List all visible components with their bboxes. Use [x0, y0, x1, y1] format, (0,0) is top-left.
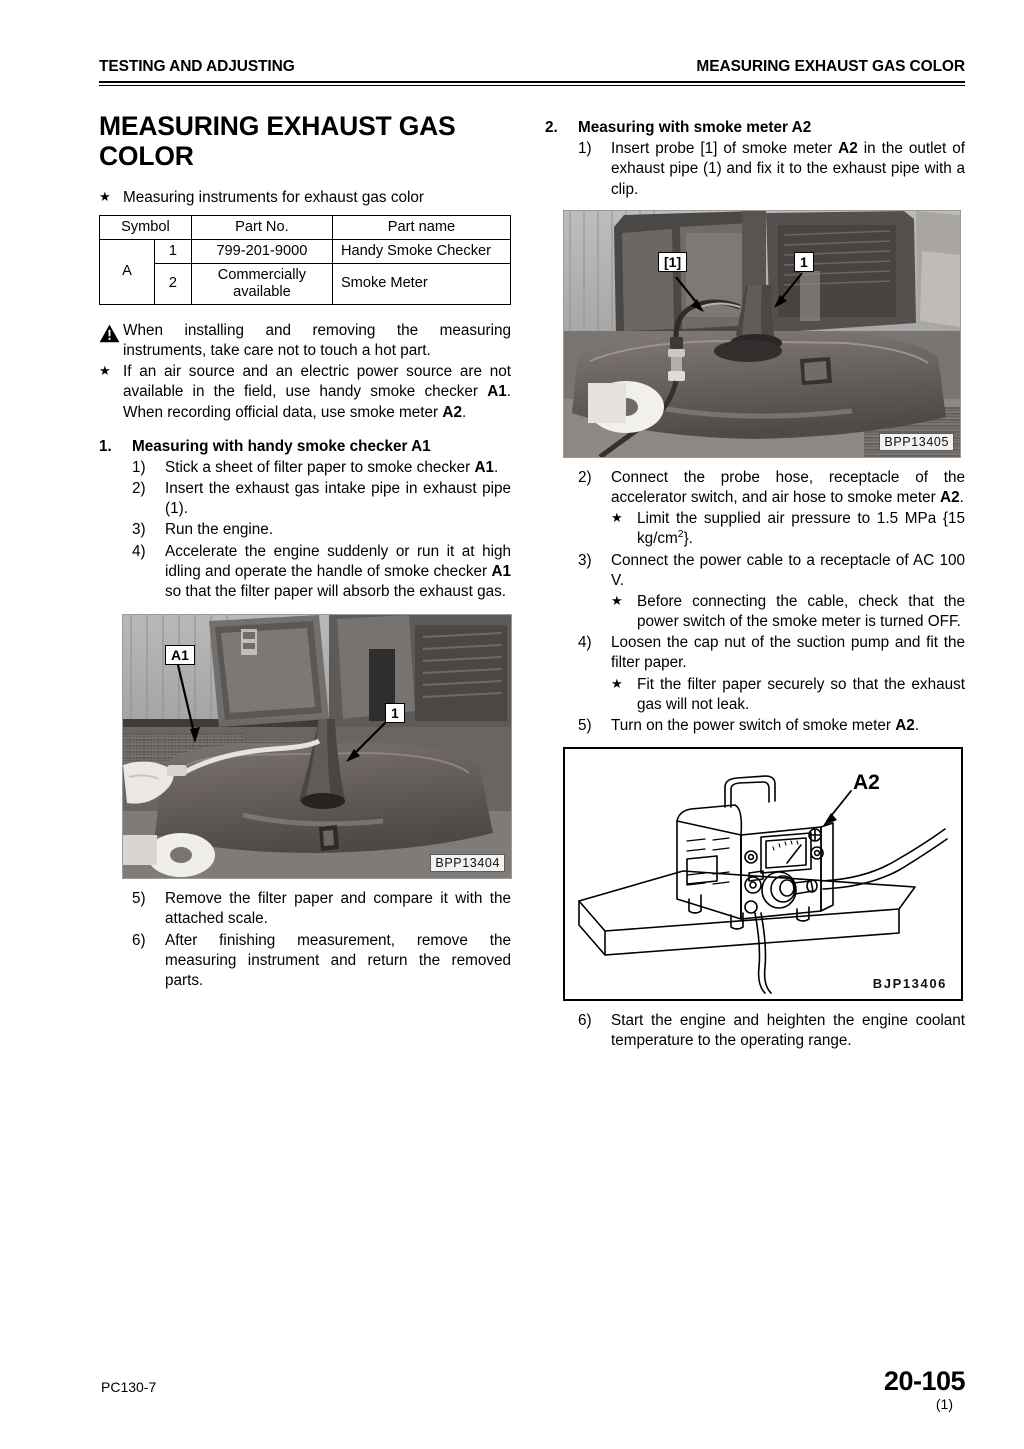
section-1-heading [99, 437, 511, 457]
section-2-step-6 [545, 1011, 965, 1051]
star-bullet-icon: ★ [99, 188, 111, 204]
section-1-title: Measuring with handy smoke checker A1 [132, 437, 431, 455]
page-revision: (1) [935, 1396, 953, 1412]
instruments-note-text: Measuring instruments for exhaust gas color [123, 188, 424, 206]
step-text: Accelerate the engine suddenly or run it at high idling and operate the handle of smoke checker A1 so that the filter paper will absorb the exhaust gas. [165, 542, 511, 600]
air-source-note-row [99, 362, 511, 423]
section-1-step-6 [99, 931, 511, 992]
section-2-note-step4 [545, 675, 965, 715]
step-text: Start the engine and heighten the engine coolant temperature to the operating range. [611, 1012, 965, 1050]
step-marker: 6) [132, 931, 146, 949]
section-2-note-step3 [545, 592, 965, 632]
table-header-part-no: Part No. [191, 216, 332, 240]
step-text: Connect the probe hose, receptacle of the accelerator switch, and air hose to smoke meter A2. [611, 468, 965, 506]
step-marker: 6) [578, 1012, 592, 1030]
air-source-note-text: If an air source and an electric power source are not available in the field, use handy smoke checker A1. When recording official data, use smoke meter A2. [123, 363, 511, 421]
running-header [99, 58, 965, 76]
photo-callout-a1: A1 [165, 645, 195, 665]
table-header-row [100, 216, 511, 240]
figure-caption: BPP13405 [879, 433, 954, 451]
section-2-step-3 [545, 551, 965, 591]
table-header-part-name: Part name [332, 216, 510, 240]
step-text: Insert the exhaust gas intake pipe in exhaust pipe (1). [165, 480, 511, 518]
step-text: Insert probe [1] of smoke meter A2 in the outlet of exhaust pipe (1) and fix it to the exhaust pipe with a clip. [611, 140, 965, 198]
step-marker: 4) [132, 542, 146, 560]
table-cell-part-name: Handy Smoke Checker [332, 239, 510, 263]
step-marker: 1) [578, 140, 592, 158]
step-text: Loosen the cap nut of the suction pump and fit the filter paper. [611, 634, 965, 672]
table-row [100, 263, 511, 304]
step-marker: 5) [132, 890, 146, 908]
table-cell-no: 1 [155, 239, 192, 263]
instruments-note-row [99, 188, 511, 208]
figure-smoke-meter-probe [563, 210, 965, 458]
step-text: Remove the filter paper and compare it with the attached scale. [165, 890, 511, 928]
warning-note-text: When installing and removing the measuring instruments, take care not to touch a hot part. [123, 321, 511, 359]
header-right-title: MEASURING EXHAUST GAS COLOR [696, 58, 965, 75]
section-1-step-2 [99, 479, 511, 519]
section-2-step-2 [545, 468, 965, 508]
warning-triangle-icon [99, 321, 123, 346]
star-bullet-icon: ★ [611, 592, 623, 608]
section-1-step-3 [99, 520, 511, 540]
step-text: After finishing measurement, remove the measuring instrument and return the removed parts. [165, 931, 511, 989]
step-marker: 4) [578, 634, 592, 652]
photo-callout-1: 1 [794, 252, 814, 272]
table-cell-group-symbol: A [100, 239, 155, 304]
figure-caption: BJP13406 [872, 976, 947, 992]
footer-model: PC130-7 [101, 1379, 157, 1395]
section-1-step-5 [99, 889, 511, 929]
header-divider-rule [99, 81, 965, 86]
step-marker: 2) [578, 468, 592, 486]
section-1-step-1 [99, 458, 511, 478]
section-1-number: 1. [99, 437, 112, 455]
diagram-smoke-meter [563, 747, 963, 1001]
photo-callout-bracket-1: [1] [658, 252, 687, 272]
step-text: Connect the power cable to a receptacle of AC 100 V. [611, 551, 965, 589]
left-column [99, 112, 511, 992]
table-header-symbol: Symbol [100, 216, 192, 240]
section-2-heading [545, 118, 965, 138]
figure-smoke-meter-diagram [563, 747, 965, 1001]
section-2-title: Measuring with smoke meter A2 [578, 119, 812, 136]
diagram-callout-a2-text: A2 [853, 771, 880, 795]
footer-page-block [884, 1368, 965, 1412]
section-2-step-5 [545, 716, 965, 736]
note-text: Fit the filter paper securely so that the exhaust gas will not leak. [637, 675, 965, 713]
header-left-title: TESTING AND ADJUSTING [99, 58, 295, 75]
section-1-step-4 [99, 542, 511, 603]
step-marker: 2) [132, 480, 146, 498]
section-2-note-pressure [545, 509, 965, 549]
step-marker: 3) [132, 521, 146, 539]
photo-smoke-meter-probe [563, 210, 961, 458]
step-text: Turn on the power switch of smoke meter A2. [611, 717, 920, 734]
section-2-step-4 [545, 633, 965, 673]
section-2-step-1 [545, 139, 965, 200]
parts-table [99, 215, 511, 305]
star-bullet-icon: ★ [611, 675, 623, 691]
star-bullet-icon: ★ [611, 510, 623, 526]
table-cell-part-no: Commercially available [191, 263, 332, 304]
step-text: Run the engine. [165, 521, 274, 539]
note-text: Before connecting the cable, check that the power switch of the smoke meter is turned OFF. [637, 592, 965, 631]
star-bullet-icon: ★ [99, 363, 111, 379]
step-marker: 3) [578, 551, 592, 569]
table-cell-no: 2 [155, 263, 192, 304]
table-row [100, 239, 511, 263]
section-2-number: 2. [545, 119, 558, 136]
figure-caption: BPP13404 [430, 854, 505, 872]
step-marker: 1) [132, 458, 146, 476]
table-cell-part-name: Smoke Meter [332, 263, 510, 304]
step-text: Stick a sheet of filter paper to smoke checker A1. [165, 458, 499, 476]
right-column [545, 118, 965, 1053]
step-marker: 5) [578, 717, 592, 734]
warning-note-row [99, 321, 511, 361]
figure-handy-smoke-checker [122, 614, 511, 879]
photo-handy-smoke-checker [122, 614, 512, 879]
table-cell-part-no: 799-201-9000 [191, 239, 332, 263]
note-text: Limit the supplied air pressure to 1.5 MPa {15 $kg/cm^2$}. [637, 510, 965, 548]
page-number: 20-105 [883, 1366, 965, 1396]
page-title: MEASURING EXHAUST GAS COLOR [99, 111, 456, 171]
photo-callout-1: 1 [385, 703, 405, 723]
